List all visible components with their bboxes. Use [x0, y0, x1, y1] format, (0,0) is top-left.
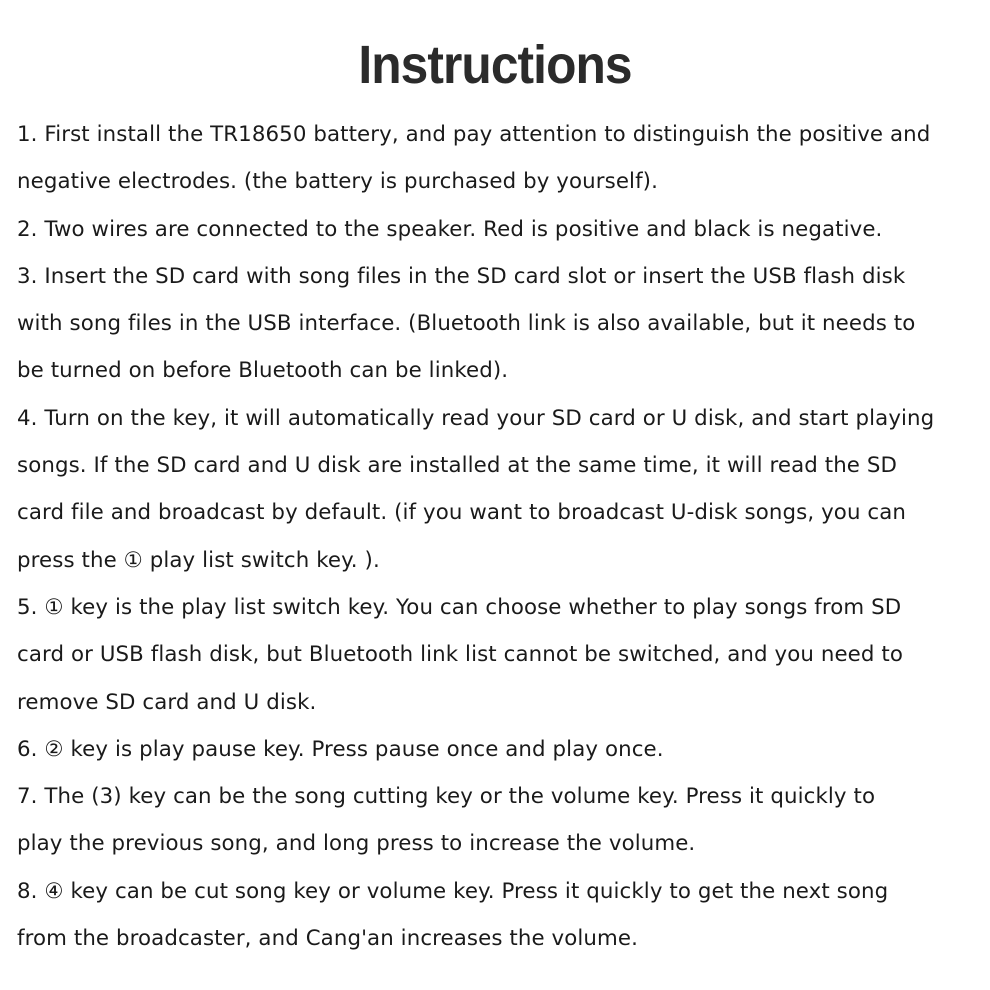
text-line: songs. If the SD card and U disk are installed at the same time, it will read the SD: [17, 453, 898, 479]
text-line: from the broadcaster, and Cang'an increases the volume.: [17, 926, 638, 952]
text-line: 7. The (3) key can be the song cutting key or the volume key. Press it quickly to: [17, 784, 876, 810]
text-line: be turned on before Bluetooth can be linked).: [17, 358, 509, 384]
text-line: card file and broadcast by default. (if you want to broadcast U-disk songs, you can: [17, 500, 907, 526]
text-line: play the previous song, and long press to increase the volume.: [17, 831, 696, 857]
text-line: 8. ④ key can be cut song key or volume key. Press it quickly to get the next song: [17, 878, 889, 904]
page-title: Instructions: [358, 35, 632, 95]
text-line: remove SD card and U disk.: [17, 689, 317, 715]
text-line: 5. ① key is the play list switch key. You can choose whether to play songs from SD: [17, 594, 902, 620]
text-line: 6. ② key is play pause key. Press pause once and play once.: [17, 736, 664, 762]
text-line: with song files in the USB interface. (Bluetooth link is also available, but it needs to: [17, 311, 916, 337]
text-line: press the ① play list switch key. ).: [17, 547, 380, 573]
text-line: card or USB flash disk, but Bluetooth link list cannot be switched, and you need to: [17, 642, 903, 668]
instructions-body: [17, 111, 990, 962]
text-line: 4. Turn on the key, it will automatically read your SD card or U disk, and start playing: [17, 405, 935, 431]
text-line: negative electrodes. (the battery is purchased by yourself).: [17, 169, 658, 195]
text-line: 2. Two wires are connected to the speaker. Red is positive and black is negative.: [17, 216, 883, 242]
text-line: 1. First install the TR18650 battery, and pay attention to distinguish the positive and: [17, 122, 931, 147]
text-line: 3. Insert the SD card with song files in the SD card slot or insert the USB flash disk: [17, 263, 906, 289]
